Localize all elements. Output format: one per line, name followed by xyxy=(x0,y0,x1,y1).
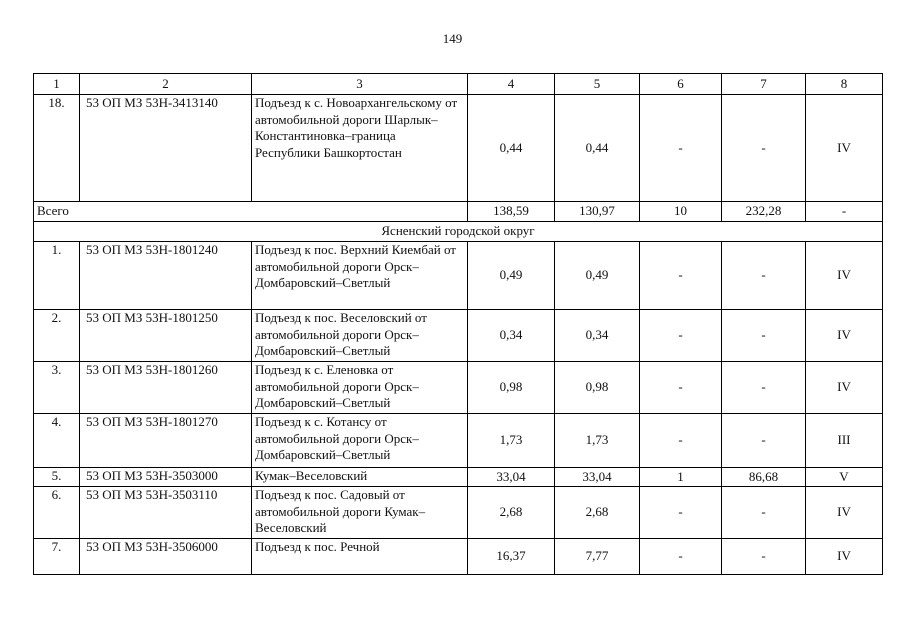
road-name: Подъезд к с. Новоархангельскому от автомобильной дороги Шарлык–Константиновка–граница Республики Башкортостан xyxy=(252,95,468,202)
table-row xyxy=(34,539,883,575)
road-category: IV xyxy=(806,242,883,310)
header-cell: 6 xyxy=(640,74,722,95)
value-col5: 2,68 xyxy=(555,487,640,539)
value-col6: - xyxy=(640,242,722,310)
total-category: - xyxy=(806,202,883,222)
road-category: IV xyxy=(806,95,883,202)
value-col4: 16,37 xyxy=(468,539,555,575)
value-col4: 2,68 xyxy=(468,487,555,539)
road-code: 53 ОП МЗ 53Н-3506000 xyxy=(80,539,252,575)
value-col6: - xyxy=(640,414,722,468)
value-col7: - xyxy=(722,539,806,575)
table-row xyxy=(34,310,883,362)
header-row xyxy=(34,74,883,95)
header-cell: 8 xyxy=(806,74,883,95)
row-number: 5. xyxy=(34,468,80,487)
table-row xyxy=(34,242,883,310)
value-col4: 1,73 xyxy=(468,414,555,468)
value-col7: - xyxy=(722,487,806,539)
header-cell: 2 xyxy=(80,74,252,95)
road-code: 53 ОП МЗ 53Н-3413140 xyxy=(80,95,252,202)
header-cell: 5 xyxy=(555,74,640,95)
row-number: 1. xyxy=(34,242,80,310)
header-cell: 4 xyxy=(468,74,555,95)
value-col4: 0,44 xyxy=(468,95,555,202)
value-col5: 0,44 xyxy=(555,95,640,202)
value-col7: - xyxy=(722,414,806,468)
value-col6: - xyxy=(640,487,722,539)
value-col5: 0,49 xyxy=(555,242,640,310)
value-col6: 1 xyxy=(640,468,722,487)
road-name: Подъезд к пос. Речной xyxy=(252,539,468,575)
value-col4: 33,04 xyxy=(468,468,555,487)
value-col7: 86,68 xyxy=(722,468,806,487)
road-name: Кумак–Веселовский xyxy=(252,468,468,487)
road-category: IV xyxy=(806,310,883,362)
value-col6: - xyxy=(640,95,722,202)
road-code: 53 ОП МЗ 53Н-1801240 xyxy=(80,242,252,310)
road-code: 53 ОП МЗ 53Н-3503000 xyxy=(80,468,252,487)
section-row xyxy=(34,222,883,242)
total-label: Всего xyxy=(34,202,468,222)
value-col7: - xyxy=(722,95,806,202)
road-name: Подъезд к пос. Веселовский от автомобильной дороги Орск–Домбаровский–Светлый xyxy=(252,310,468,362)
table-row xyxy=(34,362,883,414)
value-col4: 0,34 xyxy=(468,310,555,362)
header-cell: 3 xyxy=(252,74,468,95)
value-col4: 0,98 xyxy=(468,362,555,414)
total-col4: 138,59 xyxy=(468,202,555,222)
road-name: Подъезд к с. Котансу от автомобильной дороги Орск–Домбаровский–Светлый xyxy=(252,414,468,468)
value-col5: 7,77 xyxy=(555,539,640,575)
road-category: V xyxy=(806,468,883,487)
road-code: 53 ОП МЗ 53Н-1801270 xyxy=(80,414,252,468)
value-col7: - xyxy=(722,362,806,414)
road-name: Подъезд к пос. Верхний Киембай от автомобильной дороги Орск–Домбаровский–Светлый xyxy=(252,242,468,310)
row-number: 4. xyxy=(34,414,80,468)
table-row xyxy=(34,414,883,468)
road-category: IV xyxy=(806,487,883,539)
section-title: Ясненский городской округ xyxy=(34,222,883,242)
value-col6: - xyxy=(640,310,722,362)
page-number: 149 xyxy=(442,31,463,46)
value-col5: 0,34 xyxy=(555,310,640,362)
road-name: Подъезд к пос. Садовый от автомобильной дороги Кумак–Веселовский xyxy=(252,487,468,539)
row-number: 2. xyxy=(34,310,80,362)
total-col6: 10 xyxy=(640,202,722,222)
total-col7: 232,28 xyxy=(722,202,806,222)
row-number: 3. xyxy=(34,362,80,414)
value-col5: 1,73 xyxy=(555,414,640,468)
table-row xyxy=(34,468,883,487)
road-code: 53 ОП МЗ 53Н-1801260 xyxy=(80,362,252,414)
road-code: 53 ОП МЗ 53Н-1801250 xyxy=(80,310,252,362)
header-cell: 1 xyxy=(34,74,80,95)
row-number: 7. xyxy=(34,539,80,575)
value-col4: 0,49 xyxy=(468,242,555,310)
value-col7: - xyxy=(722,310,806,362)
value-col5: 33,04 xyxy=(555,468,640,487)
header-cell: 7 xyxy=(722,74,806,95)
total-col5: 130,97 xyxy=(555,202,640,222)
row-number: 6. xyxy=(34,487,80,539)
table-row xyxy=(34,95,883,202)
total-row xyxy=(34,202,883,222)
roads-table xyxy=(33,73,883,575)
table-row xyxy=(34,487,883,539)
row-number: 18. xyxy=(34,95,80,202)
road-name: Подъезд к с. Еленовка от автомобильной дороги Орск–Домбаровский–Светлый xyxy=(252,362,468,414)
road-code: 53 ОП МЗ 53Н-3503110 xyxy=(80,487,252,539)
value-col7: - xyxy=(722,242,806,310)
road-category: IV xyxy=(806,539,883,575)
value-col5: 0,98 xyxy=(555,362,640,414)
value-col6: - xyxy=(640,362,722,414)
road-category: III xyxy=(806,414,883,468)
road-category: IV xyxy=(806,362,883,414)
value-col6: - xyxy=(640,539,722,575)
